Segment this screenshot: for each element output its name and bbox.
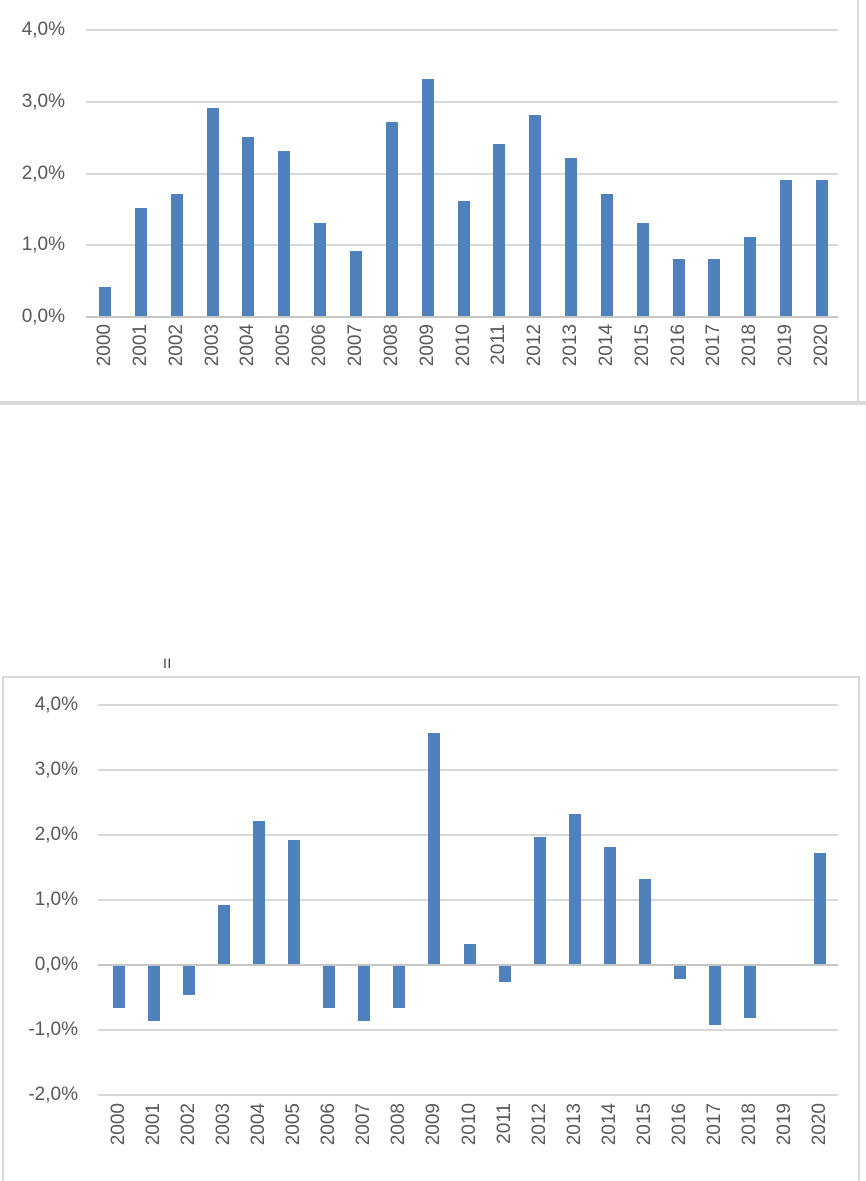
x-axis-tick-label: 2019	[774, 1103, 795, 1146]
x-axis-tick-label: 2012	[529, 1103, 550, 1146]
x-axis-tick-label: 2015	[634, 1103, 655, 1146]
x-axis-tick-label: 2019	[775, 324, 796, 367]
x-axis-tick-label: 2002	[166, 324, 187, 367]
x-axis-tick-label: 2016	[669, 1103, 690, 1146]
x-axis-tick-label: 2001	[143, 1103, 164, 1146]
y-axis-tick-label: 0,0%	[21, 306, 65, 327]
x-axis-tick-label: 2006	[309, 324, 330, 367]
y-axis-tick-label: -2,0%	[28, 1084, 78, 1105]
x-axis-tick-label: 2020	[809, 1103, 830, 1146]
x-axis-tick-label: 2016	[668, 324, 689, 367]
x-axis-tick-label: 2003	[202, 324, 223, 367]
y-axis-tick-label: 1,0%	[34, 889, 78, 910]
y-axis-tick-label: 2,0%	[34, 824, 78, 845]
x-axis-tick-label: 2000	[108, 1103, 129, 1146]
x-axis-tick-label: 2013	[560, 324, 581, 367]
y-axis-tick-label: 4,0%	[21, 19, 65, 40]
x-axis-tick-label: 2010	[453, 324, 474, 367]
chart-bottom	[2, 676, 860, 1181]
x-axis-tick-label: 2005	[273, 324, 294, 367]
x-axis-tick-label: 2020	[811, 324, 832, 367]
x-axis-tick-label: 2014	[599, 1103, 620, 1146]
x-axis-tick-label: 2017	[704, 1103, 725, 1146]
x-axis-tick-label: 2005	[283, 1103, 304, 1146]
y-axis-tick-label: 2,0%	[21, 163, 65, 184]
x-axis-tick-label: 2004	[237, 324, 258, 367]
x-axis-tick-label: 2008	[388, 1103, 409, 1146]
x-axis-tick-label: 2006	[318, 1103, 339, 1146]
chart-top-right-border	[857, 0, 859, 401]
x-axis-tick-label: 2010	[459, 1103, 480, 1146]
y-axis-tick-label: 3,0%	[34, 759, 78, 780]
x-axis-tick-label: 2004	[248, 1103, 269, 1146]
x-axis-tick-label: 2002	[178, 1103, 199, 1146]
x-axis-tick-label: 2018	[739, 1103, 760, 1146]
x-axis-tick-label: 2003	[213, 1103, 234, 1146]
x-axis-tick-label: 2009	[417, 324, 438, 367]
x-axis-tick-label: 2013	[564, 1103, 585, 1146]
y-axis-tick-label: 1,0%	[21, 234, 65, 255]
x-axis-tick-label: 2018	[739, 324, 760, 367]
y-axis-tick-label: -1,0%	[28, 1019, 78, 1040]
x-axis-tick-label: 2007	[353, 1103, 374, 1146]
x-axis-tick-label: 2007	[345, 324, 366, 367]
y-axis-tick-label: 3,0%	[21, 91, 65, 112]
stray-text-mark: II	[163, 655, 172, 671]
x-axis-tick-label: 2015	[632, 324, 653, 367]
x-axis-tick-label: 2011	[488, 324, 509, 365]
x-axis-tick-label: 2000	[94, 324, 115, 367]
y-axis-tick-label: 4,0%	[34, 694, 78, 715]
x-axis-tick-label: 2017	[703, 324, 724, 367]
y-axis-tick-label: 0,0%	[34, 954, 78, 975]
x-axis-tick-label: 2011	[494, 1103, 515, 1144]
x-axis-tick-label: 2014	[596, 324, 617, 367]
x-axis-tick-label: 2001	[130, 324, 151, 367]
x-axis-tick-label: 2009	[423, 1103, 444, 1146]
chart-top	[0, 0, 866, 405]
x-axis-tick-label: 2012	[524, 324, 545, 367]
x-axis-tick-label: 2008	[381, 324, 402, 367]
